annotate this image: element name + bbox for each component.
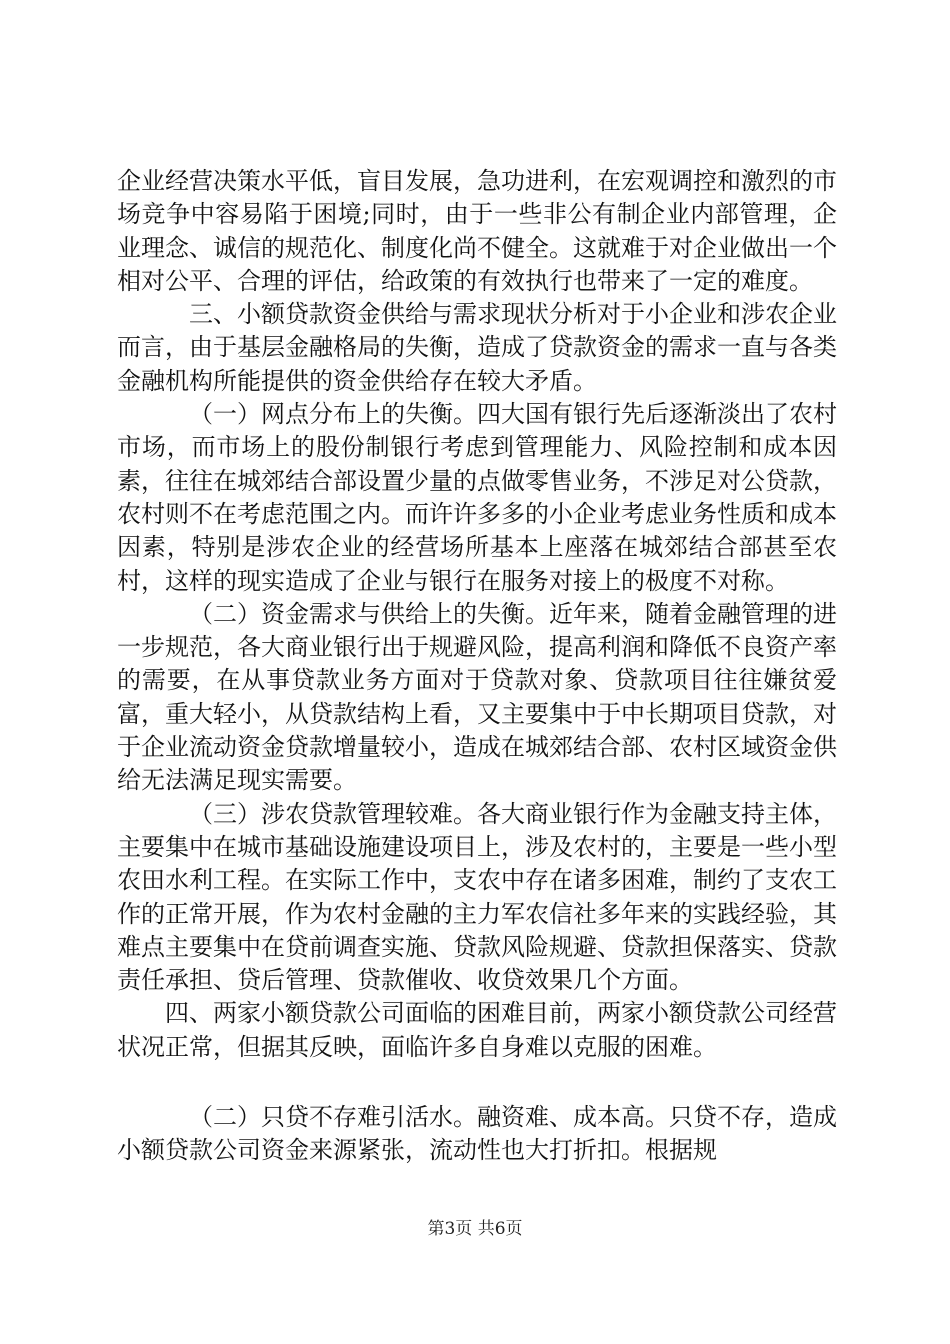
paragraph-6: 四、两家小额贷款公司面临的困难目前，两家小额贷款公司经营状况正常，但据其反映，面临许多自身难以克服的困难。 — [117, 999, 837, 1061]
page-footer: 第3页 共6页 — [427, 1219, 523, 1239]
paragraph-2: 三、小额贷款资金供给与需求现状分析对于小企业和涉农企业而言，由于基层金融格局的失衡，造成了贷款资金的需求一直与各类金融机构所能提供的资金供给存在较大矛盾。 — [117, 300, 837, 395]
paragraph-7: （二）只贷不存难引活水。融资难、成本高。只贷不存，造成小额贷款公司资金来源紧张，流动性也大打折扣。根据规 — [117, 1103, 837, 1165]
paragraph-1: 企业经营决策水平低，盲目发展，急功进利，在宏观调控和激烈的市场竞争中容易陷于困境;同时，由于一些非公有制企业内部管理，企业理念、诚信的规范化、制度化尚不健全。这就难于对企业做出一个相对公平、合理的评估，给政策的有效执行也带来了一定的难度。 — [117, 167, 837, 295]
paragraph-gap — [117, 1064, 837, 1101]
paragraph-5: （三）涉农贷款管理较难。各大商业银行作为金融支持主体，主要集中在城市基础设施建设项目上，涉及农村的，主要是一些小型农田水利工程。在实际工作中，支农中存在诸多困难，制约了支农工作的正常开展，作为农村金融的主力军农信社多年来的实践经验，其难点主要集中在贷前调查实施、贷款风险规避、贷款担保落实、贷款责任承担、贷后管理、贷款催收、收贷效果几个方面。 — [117, 799, 837, 995]
document-body — [117, 165, 837, 1168]
paragraph-3: （一）网点分布上的失衡。四大国有银行先后逐渐淡出了农村市场，而市场上的股份制银行考虑到管理能力、风险控制和成本因素，往往在城郊结合部设置少量的点做零售业务，不涉足对公贷款，农村则不在考虑范围之内。而许许多多的小企业考虑业务性质和成本因素，特别是涉农企业的经营场所基本上座落在城郊结合部甚至农村，这样的现实造成了企业与银行在服务对接上的极度不对称。 — [117, 400, 837, 595]
paragraph-4: （二）资金需求与供给上的失衡。近年来，随着金融管理的进一步规范，各大商业银行出于规避风险，提高利润和降低不良资产率的需要，在从事贷款业务方面对于贷款对象、贷款项目往往嫌贫爱富，重大轻小，从贷款结构上看，又主要集中于中长期项目贷款，对于企业流动资金贷款增量较小，造成在城郊结合部、农村区域资金供给无法满足现实需要。 — [117, 599, 837, 795]
